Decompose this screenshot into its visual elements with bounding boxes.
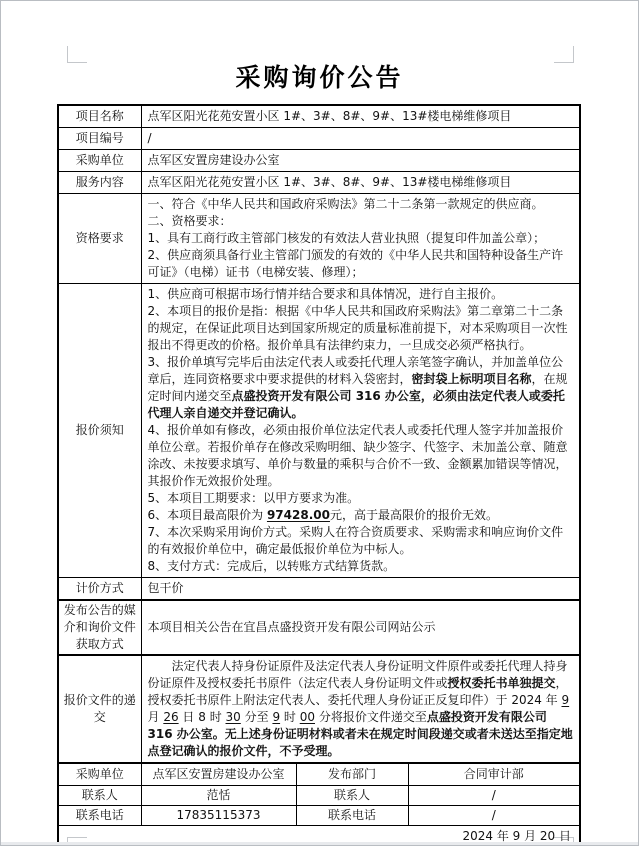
contact-label: 联系人: [296, 785, 408, 805]
paragraph: 1、供应商可根据市场行情并结合要求和具体情况，进行自主报价。: [147, 287, 504, 301]
table-row-announcement-media: [58, 600, 580, 655]
paragraph: 5、本项目工期要求：以甲方要求为准。: [147, 491, 360, 505]
contact-value: 17835115373: [141, 805, 296, 825]
table-row-contact-phone: [58, 805, 580, 825]
table-row-purchasing-unit: [58, 150, 580, 172]
row-label: 资格要求: [58, 194, 141, 284]
contact-value: /: [408, 785, 580, 805]
table-row-quotation-notes: [58, 284, 580, 578]
contact-label: 采购单位: [58, 763, 141, 785]
table-row-qualification: [58, 194, 580, 284]
row-value: /: [141, 128, 580, 150]
paragraph: 1、具有工商行政主管部门核发的有效法人营业执照（提复印件加盖公章）；: [147, 231, 546, 245]
table-row-submission: [58, 655, 580, 763]
paragraph: 法定代表人持身份证原件及法定代表人身份证明文件原件或委托代理人持身份证原件及授权委托书原件（法定代表人身份证明文件或授权委托书单独提交，授权委托书原件上附法定代表人、委托代理人身份证正反复印件）于 2024 年 9 月 26 日 8 时 30 分至 9 时 00 分将报价文件递交至点盛投资开发有限公司 316 办公室。无上述身份证明材料或者未在规定时间段递交或者未送达至指定地点登记确认的报价文件，不予受理。: [147, 659, 573, 758]
contact-value: 范恬: [141, 785, 296, 805]
contact-label: 联系电话: [58, 805, 141, 825]
table-row-service-content: [58, 172, 580, 194]
page-bottom-edge: [1, 842, 638, 845]
contact-label: 发布部门: [296, 763, 408, 785]
row-label: 项目名称: [58, 105, 141, 128]
paragraph: 3、报价单填写完毕后由法定代表人或委托代理人亲笔签字确认，并加盖单位公章后，连同资格要求中要求提供的材料入袋密封，密封袋上标明项目名称，在规定时间内递交至点盛投资开发有限公司 316 办公室，必须由法定代表人或委托代理人亲自递交并登记确认。: [147, 355, 568, 420]
contact-label: 联系电话: [296, 805, 408, 825]
row-label: 报价须知: [58, 284, 141, 578]
table-row-project-name: [58, 105, 580, 128]
contact-value: /: [408, 805, 580, 825]
page-title: 采购询价公告: [235, 63, 404, 92]
row-value: 包干价: [141, 578, 580, 601]
contact-label: 联系人: [58, 785, 141, 805]
paragraph: 一、符合《中华人民共和国政府采购法》第二十二条第一款规定的供应商。: [147, 197, 544, 211]
footer-date: 2024 年 9 月 20 日: [58, 825, 580, 846]
row-label: 计价方式: [58, 578, 141, 601]
row-value: 点军区阳光花苑安置小区 1#、3#、8#、9#、13#楼电梯维修项目: [141, 105, 580, 128]
table-row-project-number: [58, 128, 580, 150]
contact-value: 合同审计部: [408, 763, 580, 785]
row-value: 点军区安置房建设办公室: [141, 150, 580, 172]
row-label: 采购单位: [58, 150, 141, 172]
row-value: 本项目相关公告在宜昌点盛投资开发有限公司网站公示: [141, 600, 580, 655]
row-value: 点军区阳光花苑安置小区 1#、3#、8#、9#、13#楼电梯维修项目: [141, 172, 580, 194]
row-value: [141, 194, 580, 284]
row-value: [141, 284, 580, 578]
paragraph: 8、支付方式：完成后，以转账方式结算货款。: [147, 559, 396, 573]
paragraph: 2、供应商须具备行业主管部门颁发的有效的《中华人民共和国特种设备生产许可证》（电梯）证书（电梯安装、修理）；: [147, 248, 564, 279]
table-row-contact-units: [58, 763, 580, 785]
row-label: 报价文件的递交: [58, 655, 141, 763]
row-label: 项目编号: [58, 128, 141, 150]
procurement-notice-table: [57, 104, 581, 846]
row-label: 服务内容: [58, 172, 141, 194]
paragraph: 6、本项目最高限价为 97428.00元，高于最高限价的报价无效。: [147, 508, 498, 522]
paragraph: 4、报价单如有修改，必须由报价单位法定代表人或委托代理人签字并加盖报价单位公章。若报价单存在修改采购明细、缺少签字、代签字、未加盖公章、随意涂改、未按要求填写、单价与数量的乘积与合价不一致、金额累加错误等情况，其报价作无效报价处理。: [147, 423, 568, 488]
paragraph: 7、本次采购采用询价方式。采购人在符合资质要求、采购需求和响应询价文件的有效报价单位中，确定最低报价单位为中标人。: [147, 525, 564, 556]
row-label: 发布公告的媒介和询价文件获取方式: [58, 600, 141, 655]
margin-mark-top-left-icon: [67, 46, 87, 63]
row-value: [141, 655, 580, 763]
margin-mark-top-right-icon: [554, 46, 574, 63]
contact-value: 点军区安置房建设办公室: [141, 763, 296, 785]
table-row-contact-person: [58, 785, 580, 805]
paragraph: 2、本项目的报价是指：根据《中华人民共和国政府采购法》第二章第二十二条的规定，在保证此项目达到国家所规定的质量标准前提下，对本采购项目一次性报出不得更改的价格。报价单具有法律约束力，一旦成交必须严格执行。: [147, 304, 568, 352]
table-row-pricing-method: [58, 578, 580, 601]
paragraph: 二、资格要求：: [147, 214, 232, 228]
